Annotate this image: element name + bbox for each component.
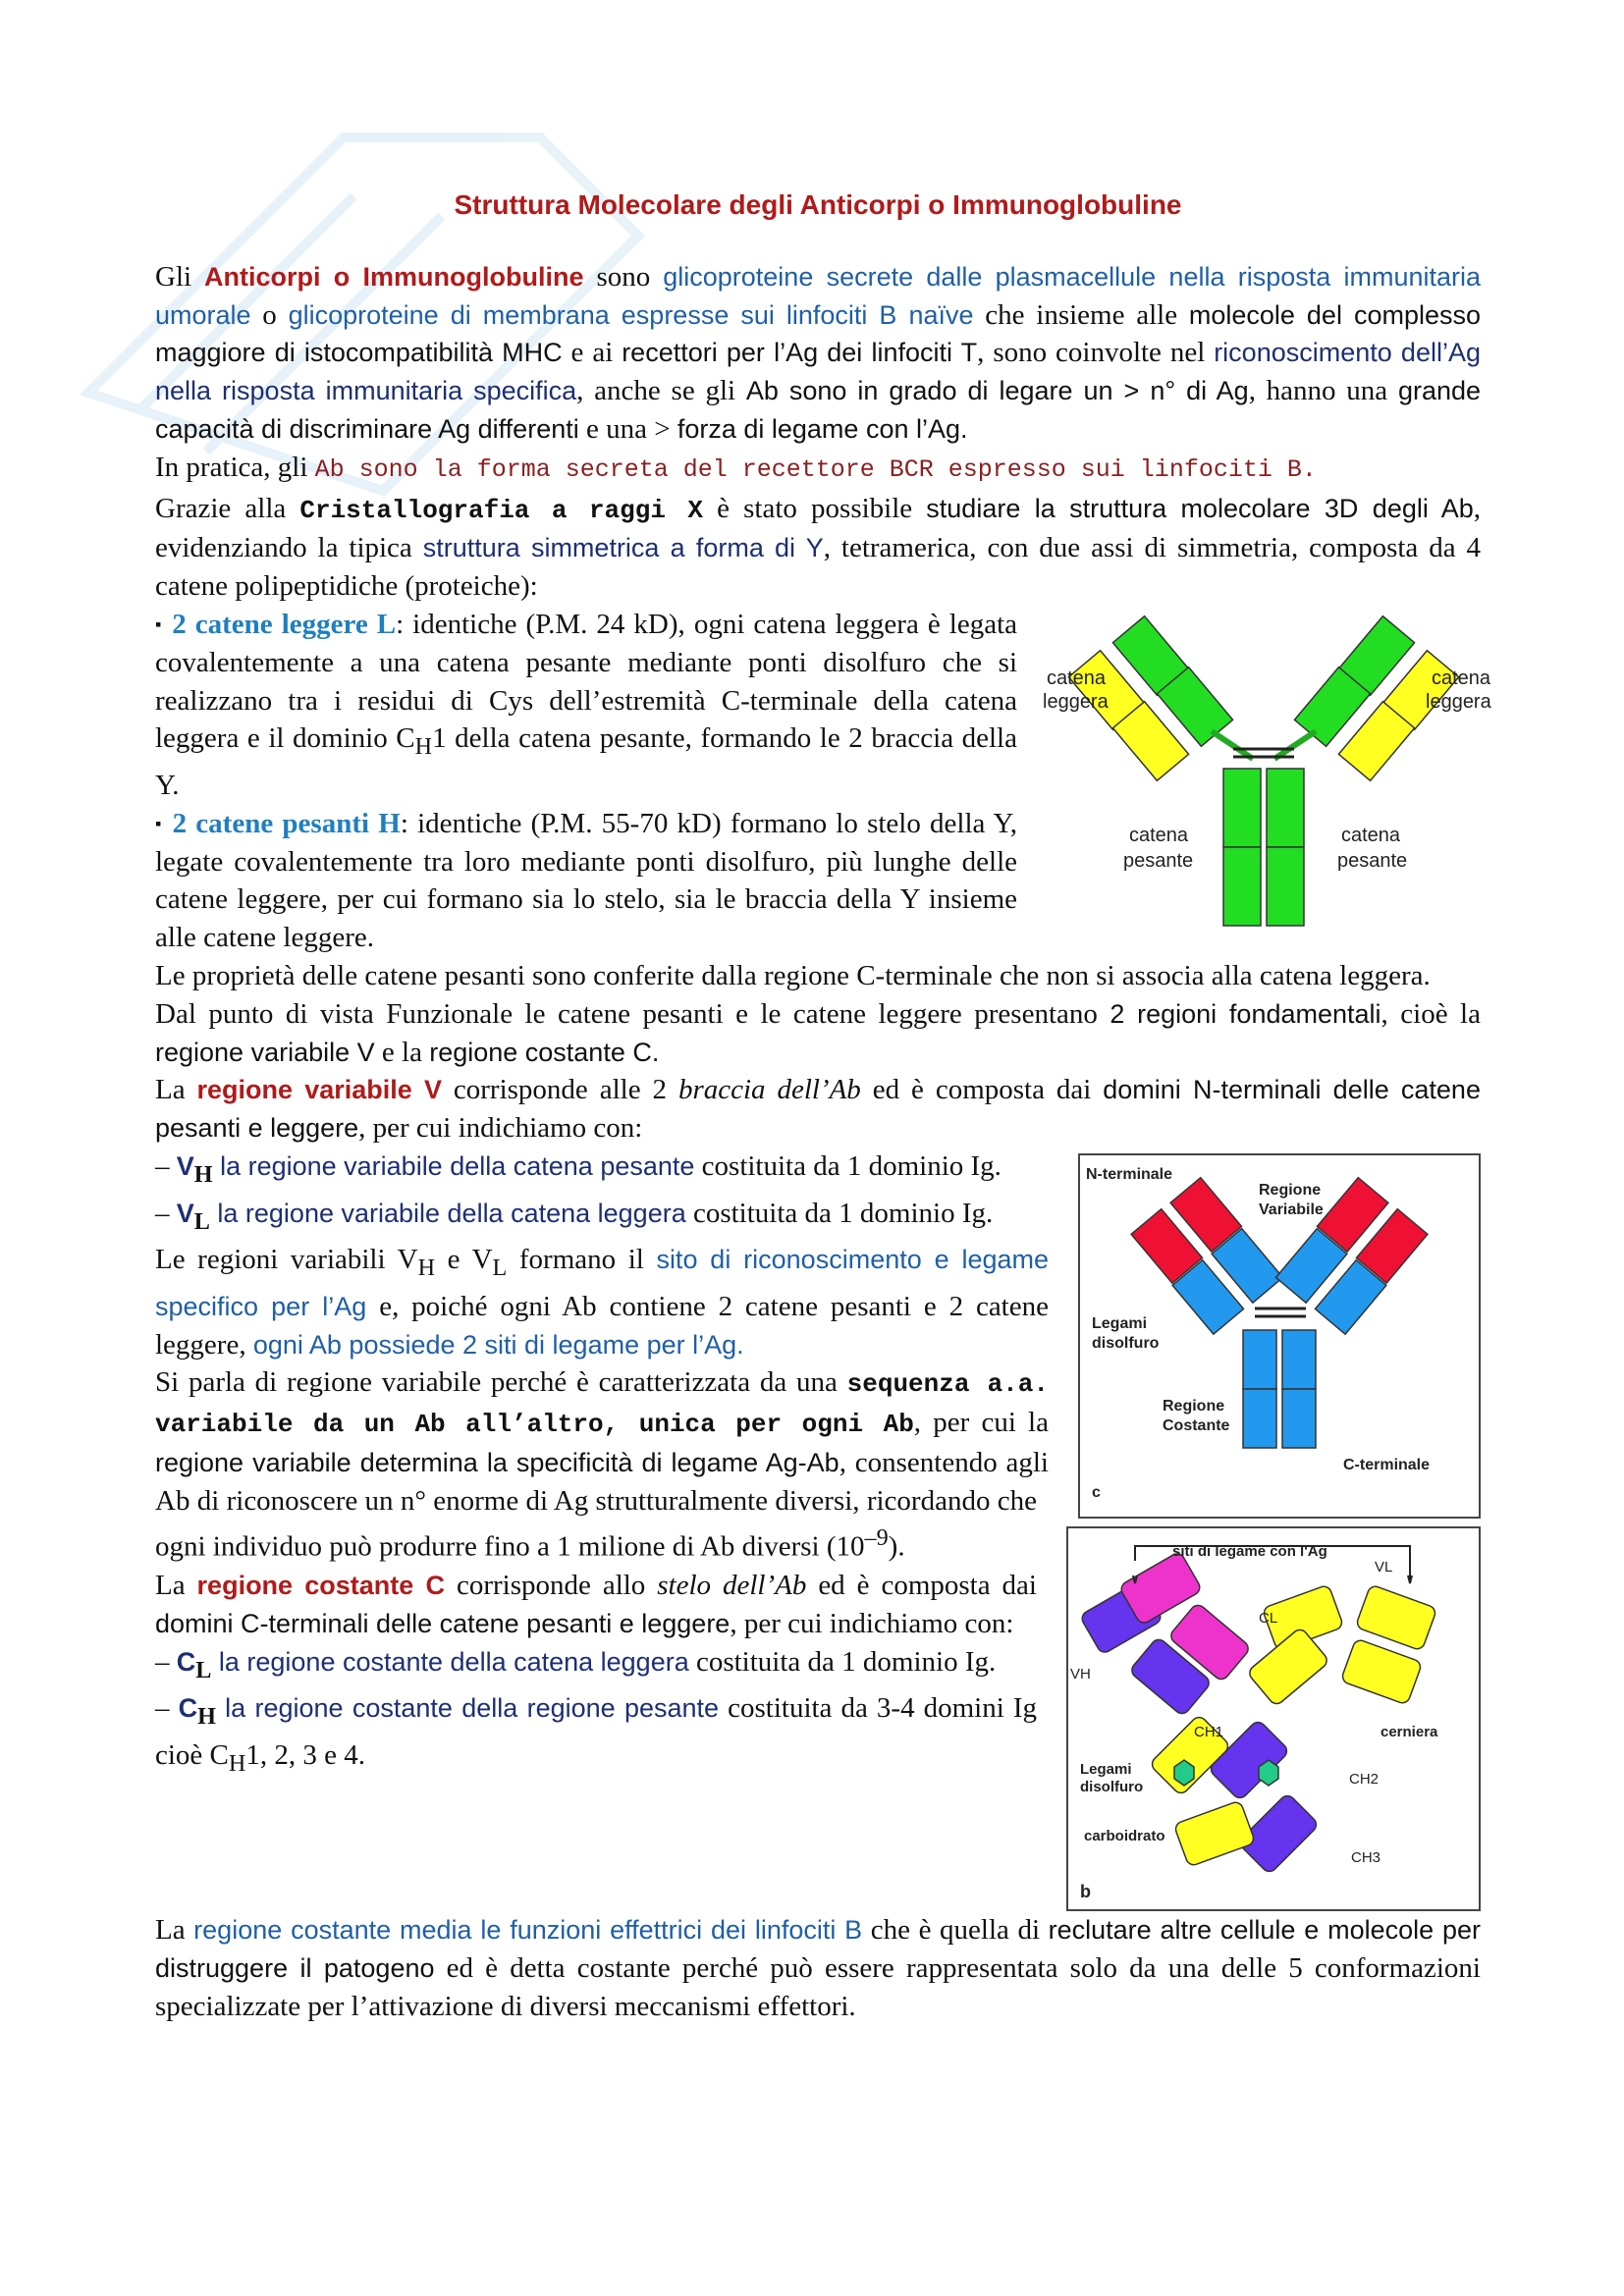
paragraph-binding-site: Le regioni variabili $V_H$ e $V_L$ formano il sito di riconoscimento e legame specifico per l’Ag e, poiché ogni Ab contiene 2 catene pesanti e 2 catene leggere, ogni Ab possiede 2 siti di legame per l’Ag.: [155, 1244, 1050, 1361]
fig3-label-vl: VL: [1375, 1558, 1393, 1575]
fig2-label-variable-2: Variabile: [1259, 1201, 1324, 1218]
paragraph-cl: – $C_L$ la regione costante della catena leggera costituita da 1 dominio Ig.: [155, 1645, 997, 1683]
fig1-label-heavy-left-2: pesante: [1123, 849, 1194, 872]
fig1-label-light-left-2: leggera: [1043, 690, 1109, 713]
figure-antibody-chains: [1043, 612, 1491, 935]
paragraph-heavy-chains: ▪ 2 catene pesanti H: identiche (P.M. 55-70 kD) formano lo stelo della Y, legate covalentemente tra loro mediante ponti disolfuro, più lunghe delle catene leggere, per cui formano sia lo stelo, sia le braccia della Y insieme alle catene leggere.: [155, 807, 1018, 954]
fig2-label-disulfide-1: Legami: [1092, 1314, 1148, 1332]
fig3-label-sites: siti di legame con l'Ag: [1172, 1542, 1327, 1560]
fig3-label-disulfide-1: Legami: [1080, 1760, 1132, 1778]
fig2-label-constant-1: Regione: [1163, 1397, 1225, 1415]
fig1-label-light-right-2: leggera: [1426, 690, 1491, 713]
paragraph-variable-region: La regione variabile V corrisponde alle 2 braccia dell’Ab ed è composta dai domini N-terminali delle catene pesanti e leggere, per cui indichiamo con:: [155, 1074, 1481, 1145]
fig2-stem-right-2: [1282, 1389, 1316, 1448]
fig1-stem-right-top: [1267, 769, 1304, 847]
paragraph-vh: – $V_H$ la regione variabile della catena pesante costituita da 1 dominio Ig.: [155, 1149, 1001, 1188]
fig1-label-heavy-right-2: pesante: [1337, 849, 1408, 872]
fig1-stem-right-bottom: [1267, 847, 1304, 926]
fig1-label-heavy-left-1: catena: [1129, 824, 1189, 846]
fig2-label-disulfide-2: disolfuro: [1092, 1334, 1160, 1352]
fig3-label-ch2: CH2: [1349, 1770, 1380, 1788]
paragraph-functional-regions: Dal punto di vista Funzionale le catene pesanti e le catene leggere presentano 2 regioni fondamentali, cioè la regione variabile V e la regione costante C.: [155, 997, 1481, 1068]
fig3-label-hinge: cerniera: [1380, 1723, 1438, 1740]
paragraph-effector-functions: La regione costante media le funzioni effettrici dei linfociti B che è quella di reclutare altre cellule e molecole per distruggere il patogeno ed è detta costante perché può essere rappresentata solo da una delle 5 conformazioni specializzate per l’attivazione di diversi meccanismi effettori.: [155, 1913, 1482, 2022]
figure-variable-constant-regions: [1078, 1153, 1481, 1519]
paragraph-light-chains: ▪ 2 catene leggere L: identiche (P.M. 24 kD), ogni catena leggera è legata covalentemente a una catena pesante mediante ponti disolfuro che si realizzano tra i residui di Cys dell’estremità C-terminale della catena leggera e il dominio $C_H1$ della catena pesante, formando le 2 braccia della Y.: [155, 608, 1017, 801]
paragraph-variable-sequence: Si parla di regione variabile perché è caratterizzata da una sequenza a.a. variabile da un Ab all’altro, unica per ogni Ab, per cui la regione variabile determina la specificità di legame Ag-Ab, consentendo agli Ab di riconoscere un n° enorme di Ag strutturalmente diversi, ricordando che ogni individuo può produrre fino a 1 milione di Ab diversi $(10^{-9})$.: [155, 1366, 1049, 1564]
paragraph-ch: – $C_H$ la regione costante della regione pesante costituita da 3-4 domini Ig cioè $C_H1$, 2, 3 e 4.: [155, 1692, 1038, 1777]
document-page: [155, 187, 1491, 2025]
fig3-label-vh: VH: [1070, 1665, 1091, 1682]
fig2-panel-label: c: [1092, 1483, 1101, 1501]
page-title: Struttura Molecolare degli Anticorpi o Immunoglobuline: [454, 189, 1182, 220]
fig1-label-light-left-1: catena: [1047, 667, 1107, 689]
fig1-label-light-right-1: catena: [1432, 667, 1491, 689]
fig3-label-ch3: CH3: [1351, 1848, 1381, 1866]
paragraph-vl: – $V_L$ la regione variabile della catena leggera costituita da 1 dominio Ig.: [155, 1197, 994, 1235]
fig3-panel-label: b: [1080, 1881, 1091, 1901]
fig2-label-variable-1: Regione: [1259, 1181, 1322, 1199]
figure-antibody-domains: [1066, 1526, 1481, 1911]
fig2-label-constant-2: Costante: [1163, 1416, 1230, 1434]
fig2-label-c-terminal: C-terminale: [1343, 1456, 1431, 1473]
fig2-stem-left-2: [1243, 1389, 1276, 1448]
paragraph-crystallography: Grazie alla Cristallografia a raggi X è stato possibile studiare la struttura molecolare 3D degli Ab, evidenziando la tipica struttura simmetrica a forma di Y, tetramerica, con due assi di simmetria, composta da 4 catene polipeptidiche (proteiche):: [155, 492, 1482, 603]
fig2-stem-left-1: [1243, 1330, 1276, 1389]
fig3-label-carb: carboidrato: [1084, 1827, 1165, 1844]
fig2-label-n-terminal: N-terminale: [1086, 1165, 1173, 1183]
fig3-label-cl: CL: [1259, 1609, 1278, 1627]
paragraph-intro: Gli Anticorpi o Immunoglobuline sono glicoproteine secrete dalle plasmacellule nella risposta immunitaria umorale o glicoproteine di membrana espresse sui linfociti B naïve che insieme alle molecole del complesso maggiore di istocompatibilità MHC e ai recettori per l’Ag dei linfociti T, sono coinvolte nel riconoscimento dell’Ag nella risposta immunitaria specifica, anche se gli Ab sono in grado di legare un > n° di Ag, hanno una grande capacità di discriminare Ag differenti e una > forza di legame con l’Ag.: [155, 260, 1482, 445]
paragraph-heavy-properties: Le proprietà delle catene pesanti sono conferite dalla regione C-terminale che non si associa alla catena leggera.: [155, 959, 1431, 991]
paragraph-bcr: In pratica, gli Ab sono la forma secreta del recettore BCR espresso sui linfociti B.: [155, 451, 1317, 484]
fig3-label-disulfide-2: disolfuro: [1080, 1778, 1144, 1795]
fig1-stem-left-top: [1223, 769, 1261, 847]
fig1-label-heavy-right-1: catena: [1341, 824, 1401, 846]
paragraph-constant-region: La regione costante C corrisponde allo stelo dell’Ab ed è composta dai domini C-terminali delle catene pesanti e leggere, per cui indichiamo con:: [155, 1569, 1037, 1639]
fig3-label-ch1: CH1: [1194, 1723, 1224, 1740]
fig2-stem-right-1: [1282, 1330, 1316, 1389]
fig1-stem-left-bottom: [1223, 847, 1261, 926]
